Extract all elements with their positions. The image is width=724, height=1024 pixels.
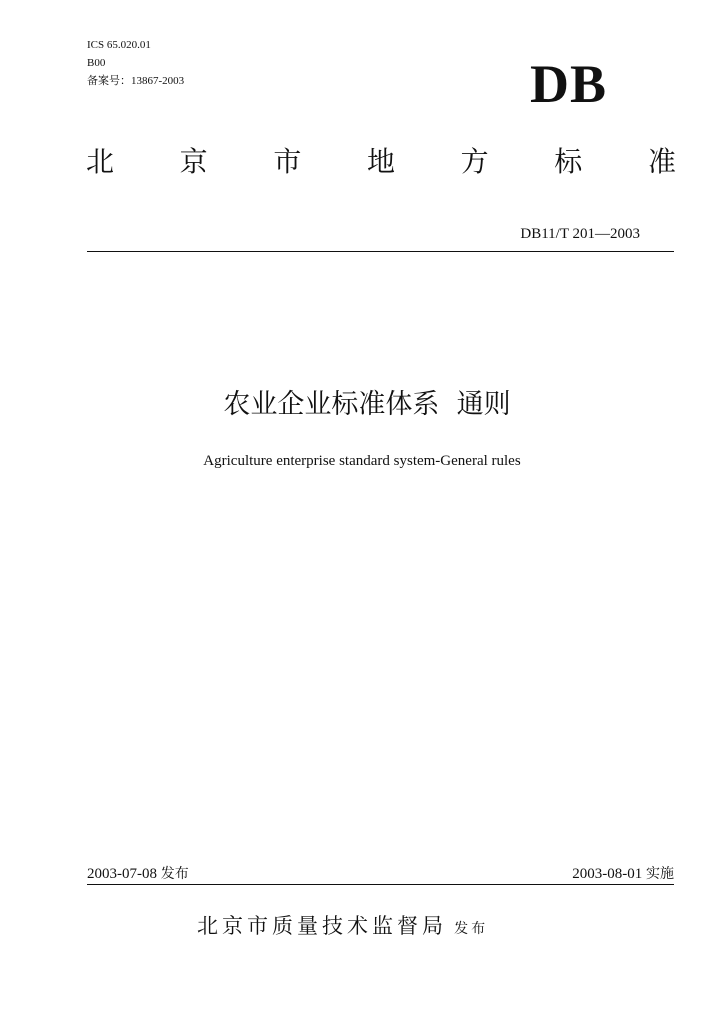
- record-number: 备案号：13867-2003: [87, 75, 185, 87]
- document-title-english: Agriculture enterprise standard system-General rules: [203, 453, 521, 469]
- issue-date-line: [87, 864, 189, 884]
- category-code: B00: [87, 57, 106, 69]
- top-divider: [87, 251, 674, 252]
- implementation-label: 实施: [646, 866, 674, 882]
- standard-type-char: 准: [647, 145, 676, 178]
- issuing-authority: [197, 910, 488, 940]
- standard-type-char: 北: [86, 145, 115, 178]
- issuer-suffix: 发布: [454, 921, 489, 937]
- implementation-date-line: [572, 864, 674, 884]
- issue-label: 发布: [160, 866, 189, 882]
- standard-type-char: 市: [273, 145, 302, 178]
- standard-type-char: 地: [366, 145, 395, 178]
- db-logo: DB: [530, 54, 608, 114]
- implementation-date: 2003-08-01: [572, 866, 643, 882]
- standard-type-char: 方: [460, 145, 489, 178]
- standard-type-char: 标: [554, 145, 583, 178]
- standard-number: DB11/T 201—2003: [520, 226, 640, 242]
- standard-type-heading: [86, 142, 676, 182]
- header-meta: [87, 36, 184, 90]
- document-title-chinese: 农业企业标准体系 通则: [223, 389, 511, 420]
- issue-date: 2003-07-08: [87, 866, 157, 882]
- ics-code: ICS 65.020.01: [87, 39, 151, 51]
- standard-type-char: 京: [179, 145, 208, 178]
- bottom-divider: [87, 884, 674, 885]
- issuer-name: 北京市质量技术监督局: [197, 914, 447, 938]
